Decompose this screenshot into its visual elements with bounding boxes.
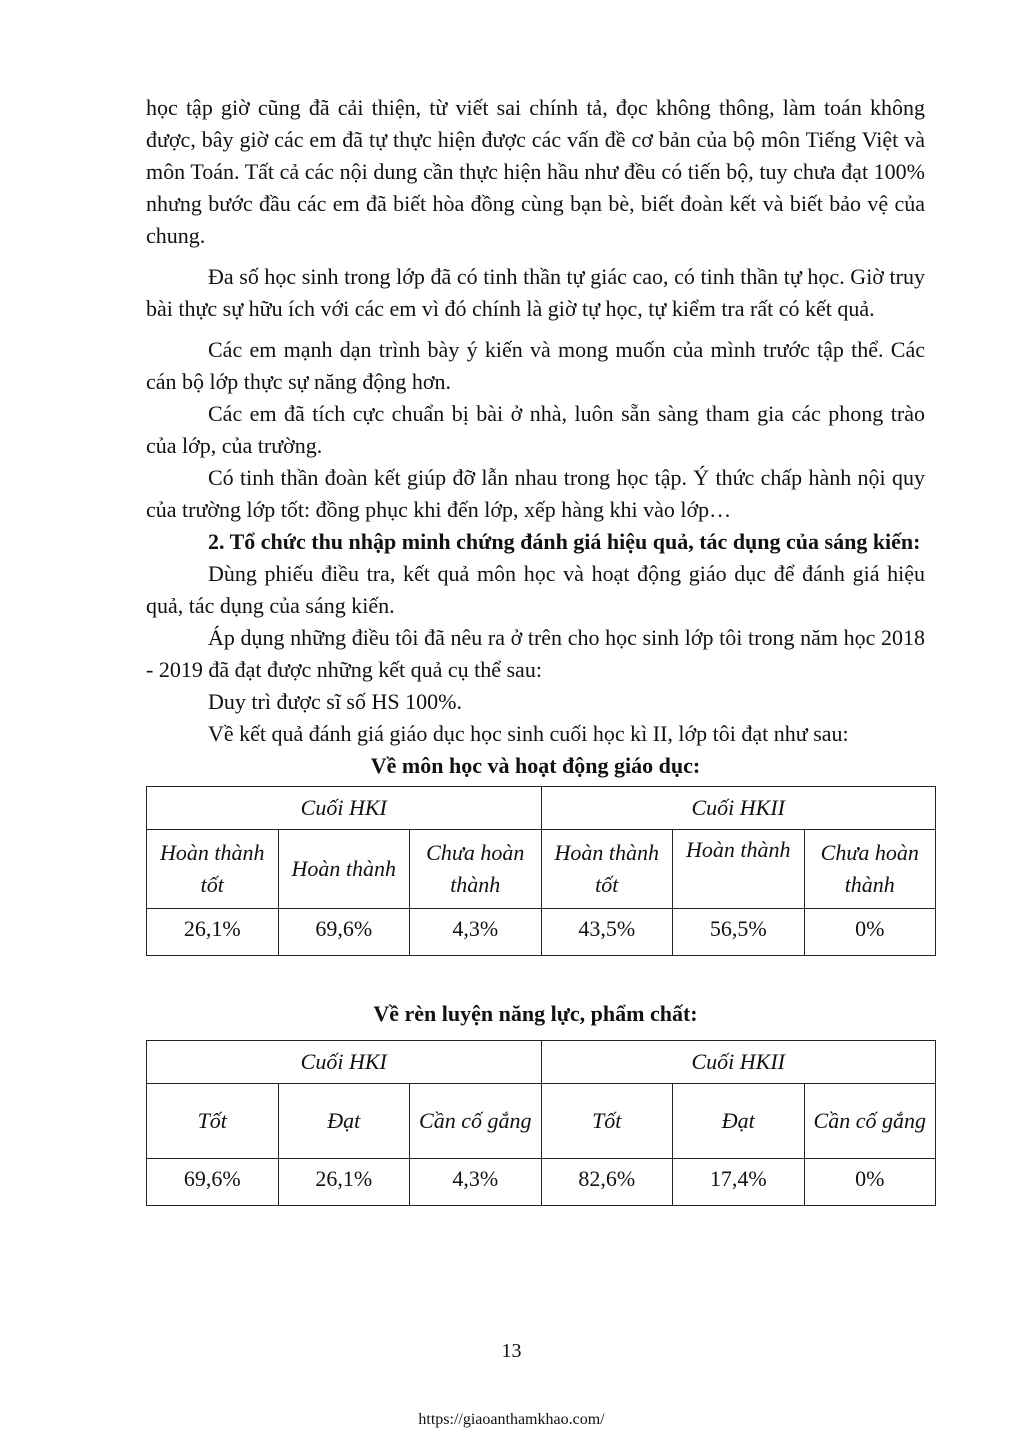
footer-url[interactable]: https://giaoanthamkhao.com/: [418, 1411, 605, 1428]
column-header: Đạt: [673, 1084, 805, 1159]
column-header: Tốt: [541, 1084, 673, 1159]
results-table-competencies: [146, 1040, 936, 1206]
column-header: Cần cố gắng: [410, 1084, 542, 1159]
column-header: Hoàn thành: [278, 830, 410, 909]
table-cell: 69,6%: [147, 1159, 279, 1206]
results-table-subjects: [146, 786, 936, 956]
paragraph: Đa số học sinh trong lớp đã có tinh thần tự giác cao, có tinh thần tự học. Giờ truy bài thực sự hữu ích với các em vì đó chính là giờ tự học, tự kiểm tra rất có kết quả.: [146, 264, 925, 321]
table-cell: 26,1%: [278, 1159, 410, 1206]
column-header: Tốt: [147, 1084, 279, 1159]
paragraph: Các em đã tích cực chuẩn bị bài ở nhà, luôn sẵn sàng tham gia các phong trào của lớp, của trường.: [146, 401, 925, 458]
section-heading: 2. Tổ chức thu nhập minh chứng đánh giá hiệu quả, tác dụng của sáng kiến:: [208, 529, 921, 554]
table-cell: 43,5%: [541, 909, 673, 956]
paragraph: học tập giờ cũng đã cải thiện, từ viết sai chính tả, đọc không thông, làm toán không được, bây giờ các em đã tự thực hiện được các vấn đề cơ bản của bộ môn Tiếng Việt và môn Toán. Tất cả các nội dung cần thực hiện hầu như đều có tiến bộ, tuy chưa đạt 100% nhưng bước đầu các em đã biết hòa đồng cùng bạn bè, biết đoàn kết và biết bảo vệ của chung.: [146, 95, 925, 248]
table-caption: Về môn học và hoạt động giáo dục:: [370, 753, 701, 778]
table-cell: 56,5%: [673, 909, 805, 956]
paragraph: Các em mạnh dạn trình bày ý kiến và mong muốn của mình trước tập thể. Các cán bộ lớp thực sự năng động hơn.: [146, 337, 925, 394]
group-header: Cuối HKII: [541, 1041, 936, 1084]
table-cell: 4,3%: [410, 909, 542, 956]
group-header: Cuối HKII: [541, 787, 936, 830]
column-header: Chưa hoàn thành: [410, 830, 542, 909]
paragraph: Dùng phiếu điều tra, kết quả môn học và hoạt động giáo dục để đánh giá hiệu quả, tác dụng của sáng kiến.: [146, 561, 925, 618]
table-cell: 0%: [804, 909, 936, 956]
table-cell: 4,3%: [410, 1159, 542, 1206]
table-caption: Về rèn luyện năng lực, phẩm chất:: [373, 1001, 698, 1026]
table-cell: 69,6%: [278, 909, 410, 956]
column-header: Hoàn thành tốt: [147, 830, 279, 909]
table-cell: 17,4%: [673, 1159, 805, 1206]
column-header: Hoàn thành: [673, 830, 805, 909]
table-cell: 26,1%: [147, 909, 279, 956]
column-header: Hoàn thành tốt: [541, 830, 673, 909]
document-page: [146, 92, 925, 1206]
group-header: Cuối HKI: [147, 787, 542, 830]
column-header: Chưa hoàn thành: [804, 830, 936, 909]
paragraph: Duy trì được sĩ số HS 100%.: [208, 689, 462, 714]
column-header: Cần cố gắng: [804, 1084, 936, 1159]
page-number: 13: [501, 1340, 522, 1362]
column-header: Đạt: [278, 1084, 410, 1159]
table-cell: 0%: [804, 1159, 936, 1206]
paragraph: Áp dụng những điều tôi đã nêu ra ở trên cho học sinh lớp tôi trong năm học 2018 - 2019 đã đạt được những kết quả cụ thể sau:: [146, 625, 925, 682]
group-header: Cuối HKI: [147, 1041, 542, 1084]
paragraph: Có tinh thần đoàn kết giúp đỡ lẫn nhau trong học tập. Ý thức chấp hành nội quy của trường lớp tốt: đồng phục khi đến lớp, xếp hàng khi vào lớp…: [146, 465, 925, 522]
table-cell: 82,6%: [541, 1159, 673, 1206]
paragraph: Về kết quả đánh giá giáo dục học sinh cuối học kì II, lớp tôi đạt như sau:: [208, 721, 849, 746]
